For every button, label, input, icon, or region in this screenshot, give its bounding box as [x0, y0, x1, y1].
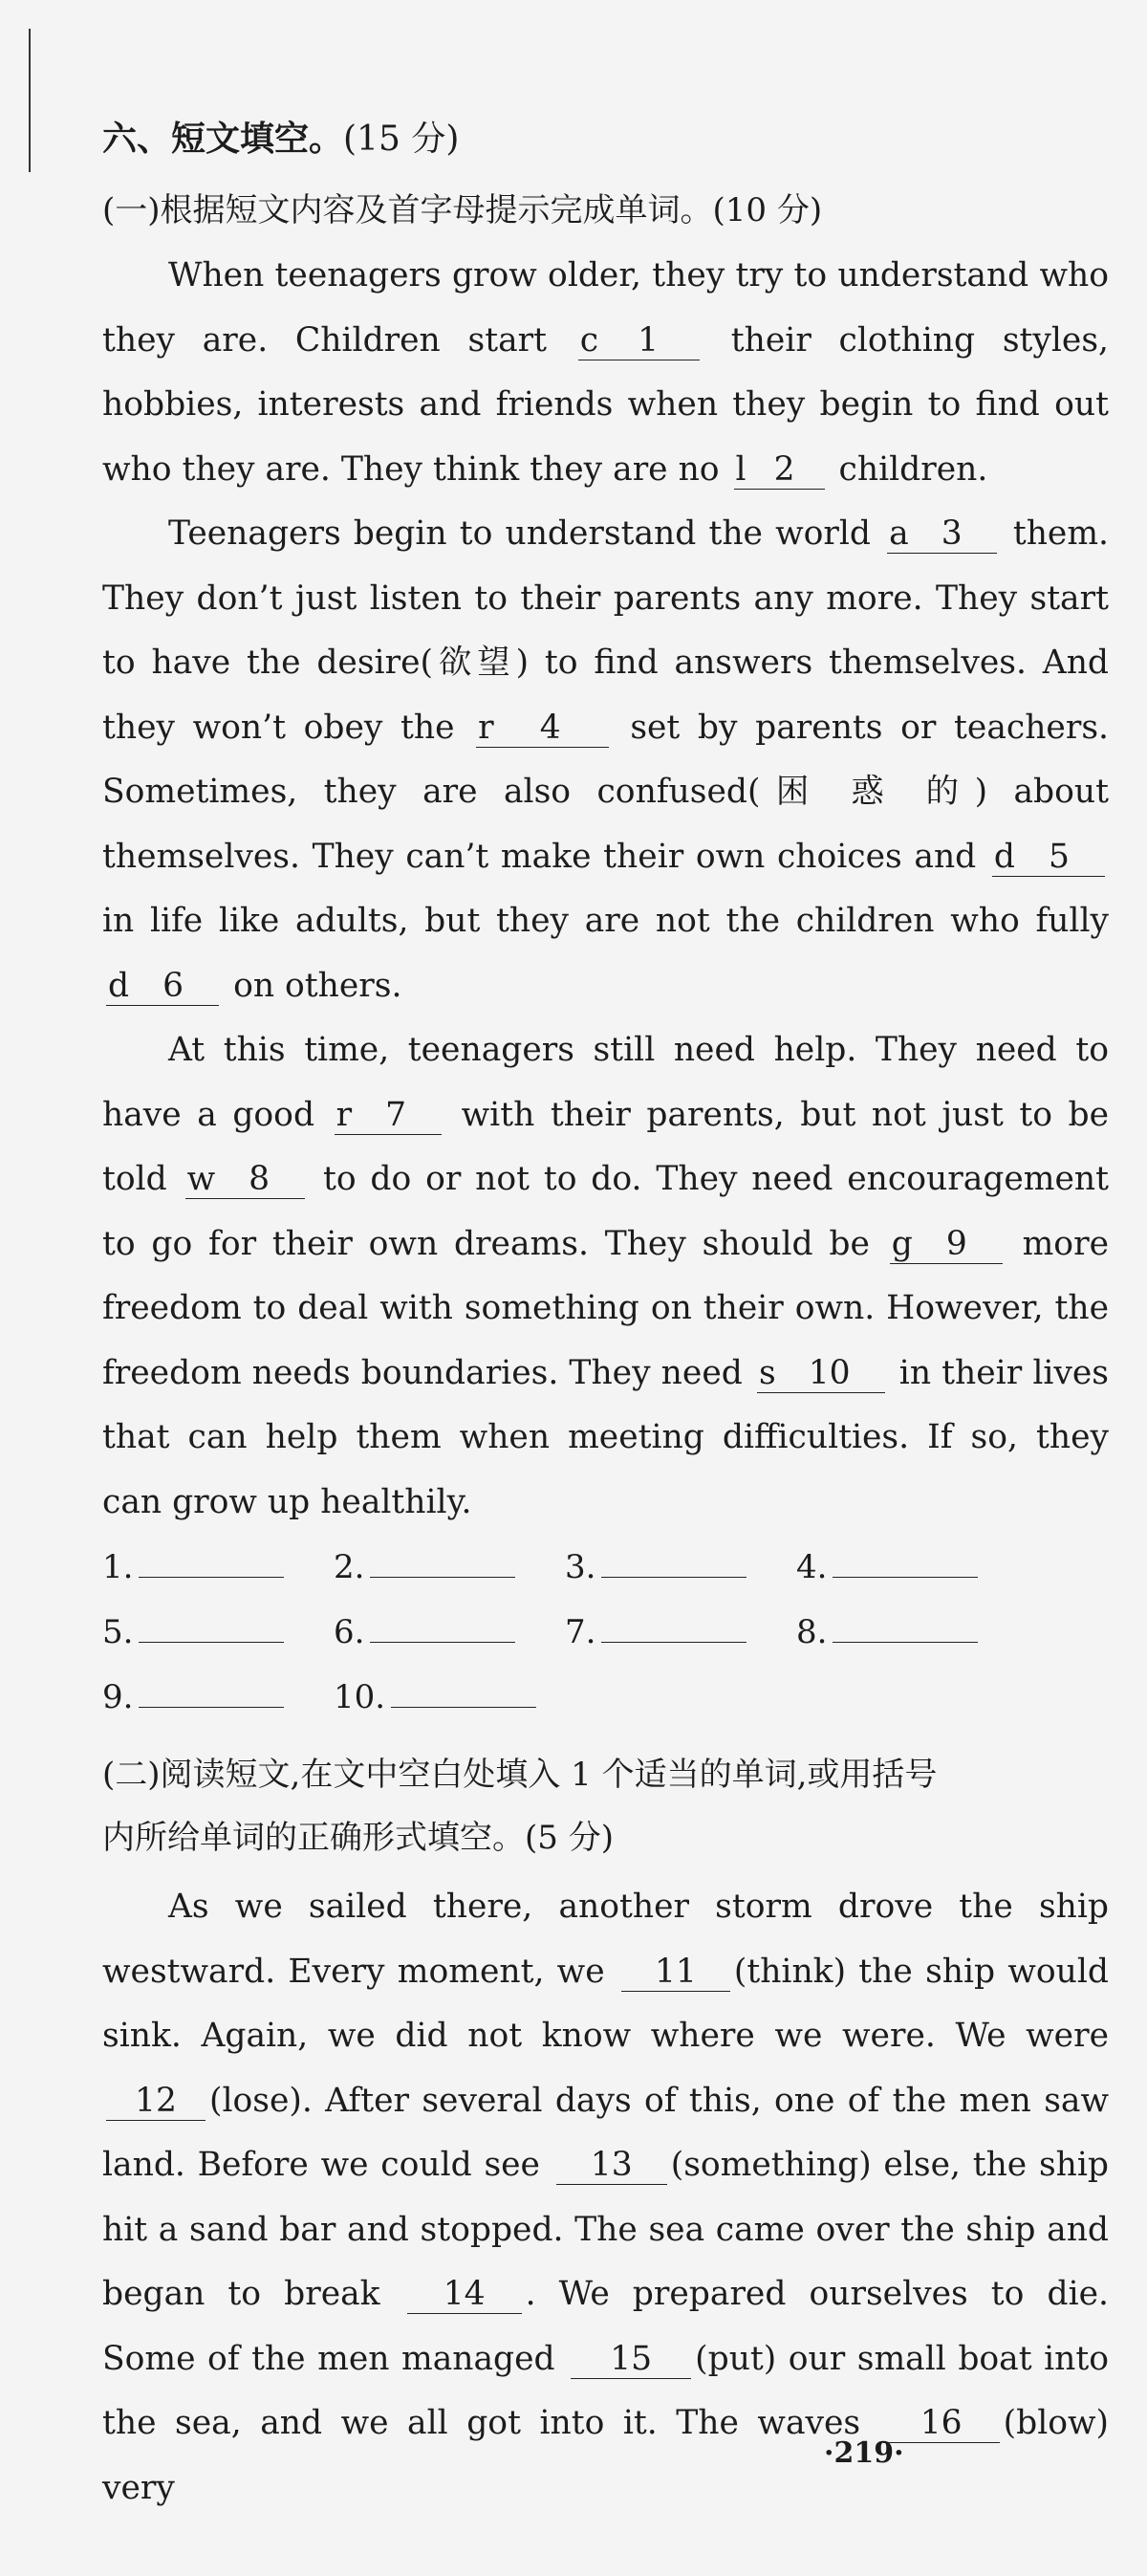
answer-label: 5. [102, 1613, 134, 1651]
answer-blank-13[interactable] [556, 2146, 667, 2185]
passage-text: to do or not to do. They need encouragement to go for their own dreams. They should be [102, 1160, 1109, 1263]
blank-number: 10 [808, 1353, 851, 1392]
answer-line-5[interactable] [139, 1613, 284, 1643]
passage-text: more freedom to deal with something on their own. However, the freedom needs boundaries. They need [102, 1224, 1109, 1392]
answer-line-9[interactable] [139, 1678, 284, 1708]
answer-label: 7. [565, 1613, 596, 1651]
section-title-text: 六、短文填空。 [102, 119, 344, 159]
answer-blank-8[interactable] [185, 1160, 306, 1199]
answer-label: 9. [102, 1678, 134, 1716]
answer-line-6[interactable] [370, 1613, 515, 1643]
blank-number: 9 [945, 1224, 967, 1263]
passage-text: children. [838, 449, 988, 489]
part1-paragraph-2 [102, 502, 1109, 1018]
passage-text: (something) else, the ship hit a sand bar and stopped. The sea came over the ship and began to break [102, 2146, 1109, 2313]
blank-initial-letter: r [478, 708, 494, 747]
answer-blank-3[interactable] [887, 514, 997, 554]
answer-blank-12[interactable] [106, 2082, 206, 2121]
answer-row [102, 1600, 1109, 1665]
blank-number: 4 [539, 708, 561, 747]
part2-heading [102, 1743, 1109, 1869]
answer-blank-6[interactable] [106, 967, 219, 1006]
part1-heading: (一)根据短文内容及首字母提示完成单词。(10 分) [102, 191, 823, 229]
answer-blank-4[interactable] [476, 709, 609, 748]
part2-heading-line-1: (二)阅读短文,在文中空白处填入 1 个适当的单词,或用括号 [102, 1756, 938, 1794]
blank-initial-letter: g [891, 1224, 913, 1263]
blank-number: 1 [638, 320, 660, 360]
passage-text: in life like adults, but they are not the children who fully [102, 902, 1109, 940]
answer-label: 6. [334, 1613, 365, 1651]
blank-number: 14 [443, 2275, 486, 2313]
answer-blank-9[interactable] [890, 1225, 1003, 1264]
blank-number: 6 [162, 966, 184, 1005]
binding-margin-line [29, 29, 31, 172]
passage-text: (lose). After several days of this, one of the men saw land. Before we could see [102, 2081, 1109, 2184]
part1-paragraph-3 [102, 1018, 1109, 1535]
blank-number: 2 [773, 449, 795, 489]
passage-text: (blow) very [102, 2404, 1109, 2507]
answer-line-1[interactable] [139, 1548, 284, 1578]
blank-number: 15 [610, 2339, 653, 2378]
section-title [102, 115, 1109, 164]
passage-text: Teenagers begin to understand the world [168, 514, 871, 553]
passage-text: with their parents, but not just to be told [102, 1095, 1110, 1198]
blank-number: 7 [385, 1095, 407, 1134]
answer-line-10[interactable] [391, 1678, 536, 1708]
blank-initial-letter: c [579, 320, 599, 360]
passage-text: them. They don’t just listen to their parents any more. They start to have the desire(欲望) to find answers themselves. And they won’t obey the [102, 514, 1110, 747]
blank-number: 13 [590, 2146, 633, 2184]
answer-label: 4. [796, 1548, 828, 1586]
answer-blank-2[interactable] [734, 450, 825, 490]
answer-blank-5[interactable] [992, 838, 1105, 877]
passage-text: in their lives that can help them when meeting difficulties. If so, they can grow up healthily. [102, 1353, 1109, 1521]
answer-line-4[interactable] [833, 1548, 978, 1578]
part2-paragraph-1 [102, 1875, 1109, 2521]
answer-blank-11[interactable] [621, 1953, 730, 1992]
answer-label: 10. [334, 1678, 386, 1716]
section-points: (15 分) [343, 120, 460, 159]
answer-row [102, 1665, 1109, 1730]
answer-lines [102, 1535, 1109, 1730]
blank-initial-letter: l [735, 449, 747, 489]
blank-number: 5 [1049, 837, 1070, 876]
blank-initial-letter: d [993, 837, 1015, 876]
blank-initial-letter: w [186, 1160, 216, 1198]
answer-label: 2. [334, 1548, 365, 1586]
answer-line-3[interactable] [601, 1548, 747, 1578]
answer-line-7[interactable] [601, 1613, 747, 1643]
blank-initial-letter: r [335, 1095, 353, 1134]
passage-text: When teenagers grow older, they try to understand who they are. Children start [102, 256, 1109, 360]
answer-blank-10[interactable] [757, 1354, 885, 1393]
answer-line-8[interactable] [833, 1613, 978, 1643]
blank-number: 12 [135, 2081, 177, 2120]
worksheet-page [102, 115, 1109, 2521]
answer-label: 8. [796, 1613, 828, 1651]
passage-text: (put) our small boat into the sea, and we all got into it. The waves [102, 2339, 1110, 2442]
blank-number: 8 [249, 1160, 271, 1198]
passage-text: on others. [233, 966, 402, 1005]
answer-label: 3. [565, 1548, 596, 1586]
part2-heading-line-2: 内所给单词的正确形式填空。(5 分) [102, 1819, 614, 1857]
passage-text: their clothing styles, hobbies, interests and friends when they begin to find out who they are. They think they are no [102, 320, 1109, 489]
passage-text: At this time, teenagers still need help. They need to have a good [102, 1031, 1109, 1134]
answer-blank-7[interactable] [335, 1096, 443, 1135]
blank-initial-letter: d [108, 966, 130, 1005]
answer-blank-14[interactable] [407, 2275, 522, 2314]
answer-blank-15[interactable] [571, 2340, 691, 2379]
answer-blank-1[interactable] [578, 321, 700, 360]
part1-paragraph-1 [102, 244, 1109, 502]
passage-text: set by parents or teachers. Sometimes, they are also confused(困 惑 的) about themselves. They can’t make their own choices and [102, 708, 1110, 876]
answer-line-2[interactable] [370, 1548, 515, 1578]
passage-text: As we sailed there, another storm drove the ship westward. Every moment, we [102, 1888, 1109, 1991]
passage-text: . We prepared ourselves to die. Some of the men managed [102, 2275, 1109, 2378]
passage-text: (think) the ship would sink. Again, we did not know where we were. We were [102, 1952, 1110, 2055]
answer-row [102, 1535, 1109, 1600]
blank-number: 11 [654, 1952, 697, 1991]
blank-initial-letter: a [889, 514, 909, 553]
page-number: ·219· [824, 2436, 904, 2470]
blank-initial-letter: s [758, 1353, 776, 1392]
blank-number: 16 [920, 2404, 963, 2442]
blank-number: 3 [941, 514, 963, 553]
answer-label: 1. [102, 1548, 134, 1586]
